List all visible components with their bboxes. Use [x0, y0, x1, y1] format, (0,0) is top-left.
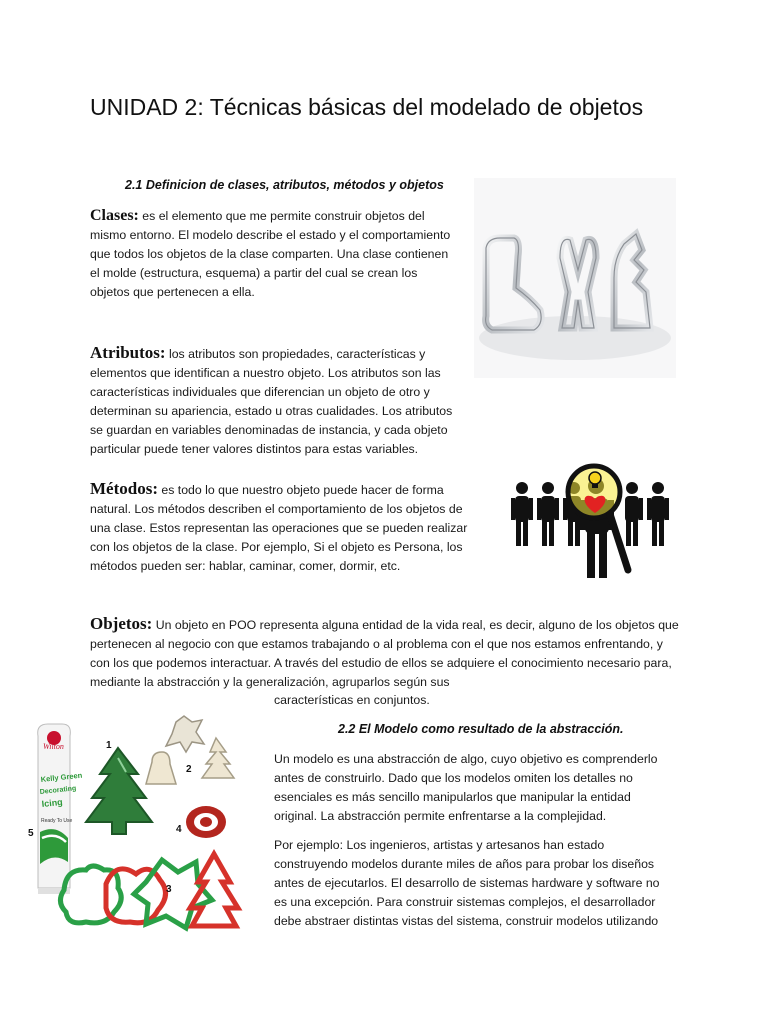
tube-product-line2: Decorating — [39, 785, 77, 796]
callout-2: 2 — [186, 764, 192, 775]
clases-paragraph — [90, 206, 460, 302]
decorating-supplies-illustration — [26, 712, 248, 934]
people-magnifier-illustration — [510, 458, 680, 584]
atributos-term: Atributos: — [90, 343, 166, 362]
objetos-text: Un objeto en POO representa alguna entidad de la vida real, es decir, alguno de los objetos que pertenecen al negocio con que estamos trabajando o al problema con el que nos estamos enfrentando, y con los que podemos interactuar. A través del estudio de ellos se adquiere el conocimiento necesario para, mediante la abstracción y la generalización, agruparlos según sus — [90, 618, 679, 689]
modelo-paragraph-1: Un modelo es una abstracción de algo, cuyo objetivo es comprenderlo antes de construirlo. Dado que los modelos omiten los detalles no esenciales es más sencillo manipularlos que manipular la entidad original. La abstracción permite enfrentarse a la complejidad. — [274, 752, 658, 823]
decorating-supplies-image — [26, 712, 248, 934]
tube-brand: Wilton — [43, 742, 64, 751]
callout-4: 4 — [176, 824, 182, 835]
page-title: UNIDAD 2: Técnicas básicas del modelado de objetos — [90, 94, 644, 120]
tube-product-line3: Icing — [41, 796, 64, 809]
tube-product-line1: Kelly Green — [40, 770, 83, 784]
callout-1: 1 — [106, 740, 112, 751]
clases-term: Clases: — [90, 207, 139, 224]
person-icon — [511, 482, 533, 546]
tube-label-small: Ready To Use — [41, 818, 73, 824]
metodos-term: Métodos: — [90, 479, 158, 498]
people-magnifier-image — [510, 458, 680, 584]
metodos-paragraph — [90, 479, 480, 576]
section-heading-2-2: 2.2 El Modelo como resultado de la abstracción. — [338, 722, 624, 736]
cookie-cutters-illustration — [474, 178, 676, 378]
clases-text: es el elemento que me permite construir objetos del mismo entorno. El modelo describe el estado y el comportamiento que todos los objetos de la clase comparten. Una clase contienen el molde (estructura, esquema) a partir del cual se crean los objetos que pertenecen a ella. — [90, 209, 451, 299]
objetos-term: Objetos: — [90, 614, 153, 633]
bulb-icon — [589, 472, 601, 484]
modelo-paragraph-2: Por ejemplo: Los ingenieros, artistas y artesanos han estado construyendo modelos durante miles de años para probar los diseños antes de ejecutarlos. El desarrollo de sistemas hardware y software no es una excepción. Para construir sistemas complejos, el desarrollador debe abstraer distintas vistas del sistema, construir modelos utilizando — [274, 838, 660, 928]
callout-3: 3 — [166, 884, 172, 895]
objetos-paragraph — [90, 614, 680, 692]
atributos-paragraph — [90, 343, 460, 459]
objetos-paragraph-end: características en conjuntos. — [274, 693, 430, 707]
atributos-text: los atributos son propiedades, características y elementos que identifican a nuestro objeto. Los atributos son las características individuales que diferencian un objeto de otro y determinan su apariencia, estado u otras cualidades. Los atributos se guardan en variables denominadas de instancia, y cada objeto particular puede tener valores distintos para estas variables. — [90, 347, 453, 456]
cookie-cutters-image — [474, 178, 676, 378]
metodos-text: es todo lo que nuestro objeto puede hacer de forma natural. Los métodos describen el comportamiento de los objetos de una clase. Estos representan las operaciones que se pueden realizar con los objetos de la clase. Por ejemplo, Si el objeto es Persona, los métodos pueden ser: hablar, caminar, comer, dormir, etc. — [90, 483, 468, 573]
callout-5: 5 — [28, 828, 34, 839]
section-heading-2-1: 2.1 Definicion de clases, atributos, métodos y objetos — [125, 178, 444, 192]
